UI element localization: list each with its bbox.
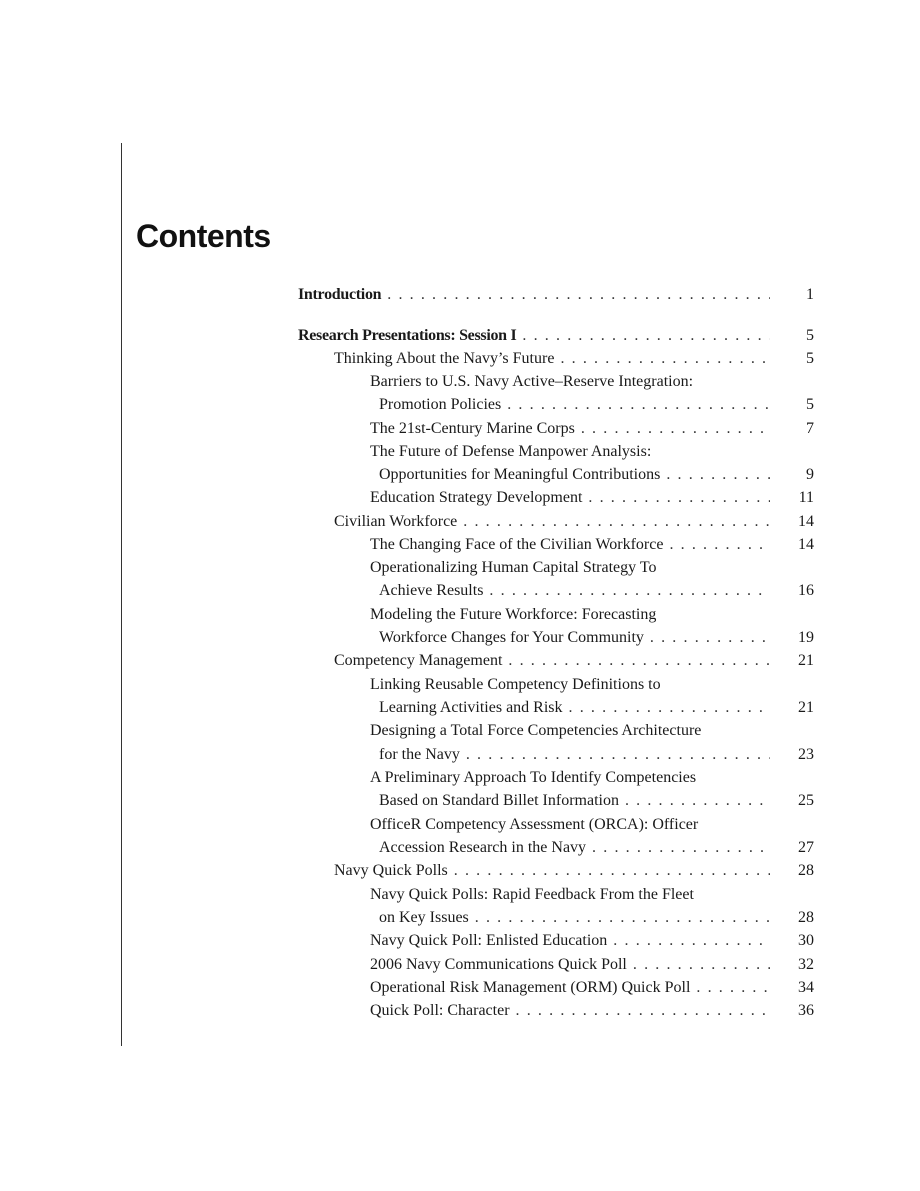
toc-entry[interactable] [379, 626, 814, 649]
toc-entry-title: OfficeR Competency Assessment (ORCA): Officer [370, 816, 699, 833]
toc-entry[interactable] [334, 510, 814, 533]
toc-entry-title: Barriers to U.S. Navy Active–Reserve Integration: [370, 373, 694, 390]
toc-entry-title: Opportunities for Meaningful Contributions [379, 466, 661, 483]
toc-entry[interactable] [370, 370, 814, 393]
toc-entry-page: 30 [798, 932, 814, 949]
toc-entry-title: A Preliminary Approach To Identify Competencies [370, 769, 697, 786]
toc-entry[interactable] [370, 813, 814, 836]
toc-entry-page: 36 [798, 1002, 814, 1019]
toc-entry[interactable] [379, 579, 814, 602]
toc-entry[interactable] [370, 766, 814, 789]
toc-entry[interactable] [370, 533, 814, 556]
toc-entry-title: Civilian Workforce [334, 513, 458, 530]
toc-entry-title: Promotion Policies [379, 396, 502, 413]
toc-entry-page: 27 [798, 839, 814, 856]
dot-leader [644, 626, 770, 649]
dot-leader [460, 743, 770, 766]
toc-entry-title: Education Strategy Development [370, 489, 583, 506]
dot-leader [457, 510, 770, 533]
toc-entry[interactable] [370, 929, 814, 952]
toc-entry-title: Operationalizing Human Capital Strategy To [370, 559, 657, 576]
toc-entry-title: Navy Quick Polls [334, 862, 448, 879]
dot-leader [563, 696, 770, 719]
toc-entry-page: 34 [798, 979, 814, 996]
toc-entry-page: 23 [798, 746, 814, 763]
toc-entry[interactable] [370, 953, 814, 976]
toc-entry-title: The Future of Defense Manpower Analysis: [370, 443, 652, 460]
toc-entry[interactable] [370, 556, 814, 579]
dot-leader [607, 929, 770, 952]
toc-entry[interactable] [370, 673, 814, 696]
toc-entry-title: Accession Research in the Navy [379, 839, 587, 856]
dot-leader [663, 533, 770, 556]
toc-entry-title: for the Navy [379, 746, 460, 763]
toc-entry-page: 25 [798, 792, 814, 809]
toc-entry-title: Achieve Results [379, 582, 484, 599]
toc-entry-title: Quick Poll: Character [370, 1002, 510, 1019]
toc-entry[interactable] [379, 743, 814, 766]
toc-entry[interactable] [370, 603, 814, 626]
margin-rule [121, 143, 122, 1046]
toc-entry-title: Learning Activities and Risk [379, 699, 563, 716]
toc-entry-title: The 21st-Century Marine Corps [370, 420, 575, 437]
dot-leader [627, 953, 770, 976]
toc-entry-page: 1 [806, 286, 814, 303]
toc-entry-title: Designing a Total Force Competencies Architecture [370, 722, 702, 739]
dot-leader [516, 324, 770, 347]
toc-entry[interactable] [379, 789, 814, 812]
dot-leader [502, 649, 770, 672]
dot-leader [469, 906, 770, 929]
toc-entry[interactable] [370, 486, 814, 509]
toc-entry-page: 5 [806, 327, 814, 344]
toc-entry[interactable] [334, 649, 814, 672]
dot-leader [586, 836, 770, 859]
dot-leader [448, 859, 770, 882]
toc-entry-title: on Key Issues [379, 909, 469, 926]
toc-entry[interactable] [298, 324, 814, 347]
toc-entry-title: Operational Risk Management (ORM) Quick Poll [370, 979, 691, 996]
toc-entry-page: 14 [798, 536, 814, 553]
dot-leader [554, 347, 770, 370]
toc-entry[interactable] [379, 463, 814, 486]
dot-leader [510, 999, 770, 1022]
toc-entry[interactable] [370, 999, 814, 1022]
toc-entry-page: 7 [806, 420, 814, 437]
toc-entry-title: Based on Standard Billet Information [379, 792, 619, 809]
toc-entry-page: 11 [798, 489, 814, 506]
toc-entry-page: 5 [806, 396, 814, 413]
toc-entry[interactable] [370, 883, 814, 906]
toc-entry[interactable] [379, 836, 814, 859]
toc-entry[interactable] [370, 417, 814, 440]
toc-entry-page: 28 [798, 909, 814, 926]
toc-entry-title: The Changing Face of the Civilian Workforce [370, 536, 664, 553]
toc-entry-page: 14 [798, 513, 814, 530]
toc-entry[interactable] [379, 906, 814, 929]
page-title: Contents [136, 218, 271, 254]
toc-entry[interactable] [298, 283, 814, 306]
dot-leader [381, 283, 770, 306]
dot-leader [501, 393, 770, 416]
dot-leader [575, 417, 770, 440]
toc-entry[interactable] [334, 859, 814, 882]
toc-entry-title: 2006 Navy Communications Quick Poll [370, 956, 627, 973]
dot-leader [690, 976, 770, 999]
toc-entry[interactable] [370, 440, 814, 463]
toc-entry-title: Linking Reusable Competency Definitions to [370, 676, 661, 693]
toc-entry-page: 21 [798, 652, 814, 669]
dot-leader [483, 579, 770, 602]
toc-entry-title: Navy Quick Polls: Rapid Feedback From the Fleet [370, 886, 694, 903]
toc-entry[interactable] [370, 719, 814, 742]
toc-entry-page: 9 [806, 466, 814, 483]
toc-entry-title: Thinking About the Navy’s Future [334, 350, 555, 367]
toc-entry-title: Navy Quick Poll: Enlisted Education [370, 932, 608, 949]
dot-leader [660, 463, 770, 486]
toc-entry-page: 19 [798, 629, 814, 646]
toc-entry-title: Research Presentations: Session I [298, 327, 517, 344]
toc-entry-page: 5 [806, 350, 814, 367]
toc-entry-title: Introduction [298, 286, 382, 303]
toc-entry[interactable] [370, 976, 814, 999]
toc-entry-page: 21 [798, 699, 814, 716]
toc-entry[interactable] [379, 393, 814, 416]
toc-entry[interactable] [379, 696, 814, 719]
dot-leader [582, 486, 770, 509]
toc-entry-title: Competency Management [334, 652, 503, 669]
toc-entry-title: Modeling the Future Workforce: Forecasting [370, 606, 657, 623]
toc-entry-page: 16 [798, 582, 814, 599]
toc-entry[interactable] [334, 347, 814, 370]
toc-entry-title: Workforce Changes for Your Community [379, 629, 644, 646]
toc-entry-page: 28 [798, 862, 814, 879]
toc-entry-page: 32 [798, 956, 814, 973]
dot-leader [619, 789, 770, 812]
